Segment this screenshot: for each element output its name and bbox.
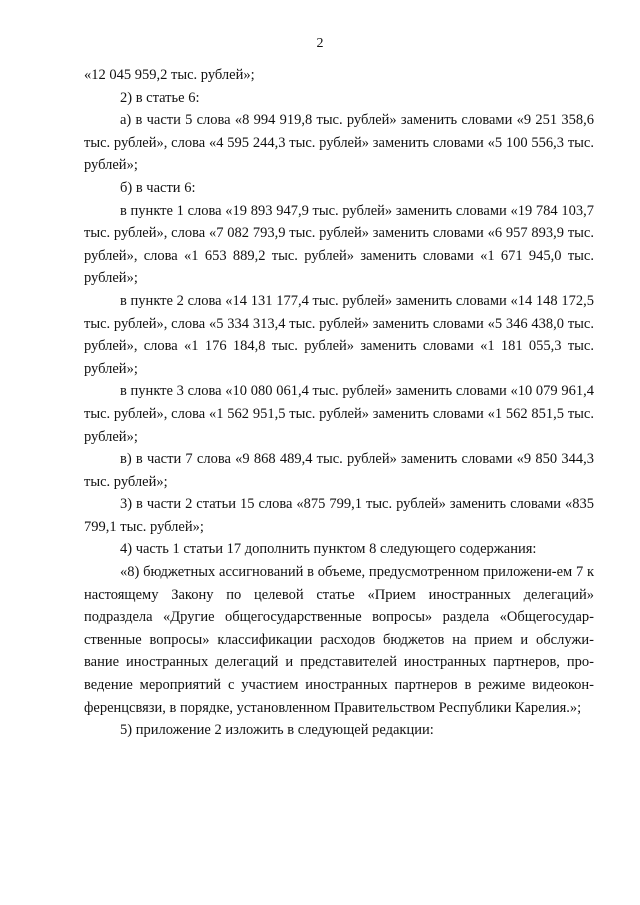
paragraph-9: 3) в части 2 статьи 15 слова «875 799,1 тыс. рублей» заменить словами «835 799,1 тыс. рублей»; bbox=[84, 496, 594, 535]
paragraph-8: в) в части 7 слова «9 868 489,4 тыс. рублей» заменить словами «9 850 344,3 тыс. рублей»; bbox=[84, 451, 594, 490]
paragraph-4: б) в части 6: bbox=[120, 179, 196, 196]
paragraph-1: «12 045 959,2 тыс. рублей»; bbox=[84, 67, 255, 83]
paragraph-12: 5) приложение 2 изложить в следующей редакции: bbox=[120, 722, 434, 739]
paragraph-6: в пункте 2 слова «14 131 177,4 тыс. рублей» заменить словами «14 148 172,5 тыс. рублей», слова «5 334 313,4 тыс. рублей» заменить словами «5 346 438,0 тыс. рублей», слова «1 176 184,8 тыс. рублей» заменить словами «1 181 055,3 тыс. рублей»; bbox=[84, 292, 594, 377]
paragraph-11: «8) бюджетных ассигнований в объеме, предусмотренном приложени-ем 7 к настоящему Закону по целевой статье «Прием иностранных делегаций» подраздела «Другие общегосударственные вопросы» раздела «Общегосудар-ственные вопросы» классификации расходов бюджетов на прием и обслужи-вание иностранных делегаций и представителей иностранных партнеров, про-ведение мероприятий с участием иностранных партнеров в режиме видеокон-ференцсвязи, в порядке, установленном Правительством Республики Карелия.»; bbox=[84, 564, 594, 716]
paragraph-2: 2) в статье 6: bbox=[120, 89, 200, 106]
document-body bbox=[84, 64, 594, 742]
page-number: 2 bbox=[316, 36, 324, 51]
paragraph-3: а) в части 5 слова «8 994 919,8 тыс. рублей» заменить словами «9 251 358,6 тыс. рублей», слова «4 595 244,3 тыс. рублей» заменить словами «5 100 556,3 тыс. рублей»; bbox=[84, 112, 594, 174]
paragraph-10: 4) часть 1 статьи 17 дополнить пунктом 8 следующего содержания: bbox=[120, 541, 537, 558]
paragraph-7: в пункте 3 слова «10 080 061,4 тыс. рублей» заменить словами «10 079 961,4 тыс. рублей», слова «1 562 951,5 тыс. рублей» заменить словами «1 562 851,5 тыс. рублей»; bbox=[84, 383, 594, 445]
paragraph-5: в пункте 1 слова «19 893 947,9 тыс. рублей» заменить словами «19 784 103,7 тыс. рублей», слова «7 082 793,9 тыс. рублей» заменить словами «6 957 893,9 тыс. рублей», слова «1 653 889,2 тыс. рублей» заменить словами «1 671 945,0 тыс. рублей»; bbox=[84, 202, 594, 287]
